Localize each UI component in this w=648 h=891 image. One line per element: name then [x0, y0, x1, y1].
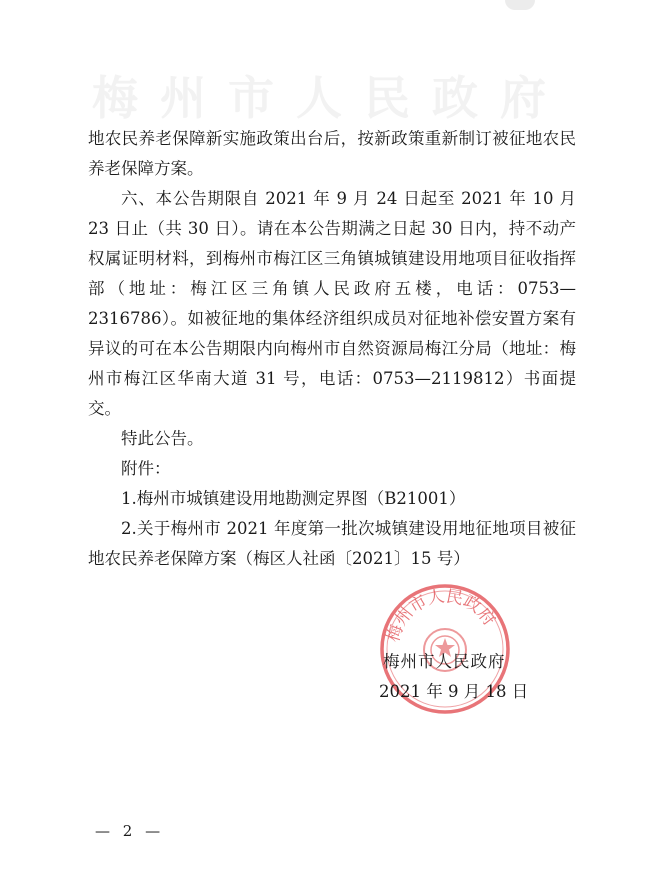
signature-date: 2021 年 9 月 18 日 — [379, 682, 529, 701]
watermark: 梅州市人民政府 — [92, 71, 568, 125]
document-body — [88, 124, 576, 574]
attachment-item-1: 1.梅州市城镇建设用地勘测定界图（B21001） — [121, 489, 466, 508]
attachments-label: 附件： — [121, 459, 171, 478]
closing-line: 特此公告。 — [121, 429, 204, 448]
scan-artifact — [505, 0, 535, 10]
paragraph-continuation: 地农民养老保障新实施政策出台后，按新政策重新制订被征地农民养老保障方案。 — [88, 129, 576, 178]
attachment-item-2: 2.关于梅州市 2021 年度第一批次城镇建设用地征地项目被征地农民养老保障方案（梅区人社函〔2021〕15 号） — [88, 519, 576, 568]
page-number: — 2 — — [95, 822, 165, 840]
paragraph-six: 六、本公告期限自 2021 年 9 月 24 日起至 2021 年 10 月 23 日止（共 30 日）。请在本公告期满之日起 30 日内，持不动产权属证明材料，到梅州市梅江区三角镇城镇建设用地项目征收指挥部（地址：梅江区三角镇人民政府五楼，电话：0753—2316786）。如被征地的集体经济组织成员对征地补偿安置方案有异议的可在本公告期限内向梅州市自然资源局梅江分局（地址：梅州市梅江区华南大道 31 号，电话：0753—2119812）书面提交。 — [88, 189, 576, 418]
signature-organization: 梅州市人民政府 — [383, 652, 506, 671]
seal-text: 梅州市人民政府 — [383, 586, 500, 645]
